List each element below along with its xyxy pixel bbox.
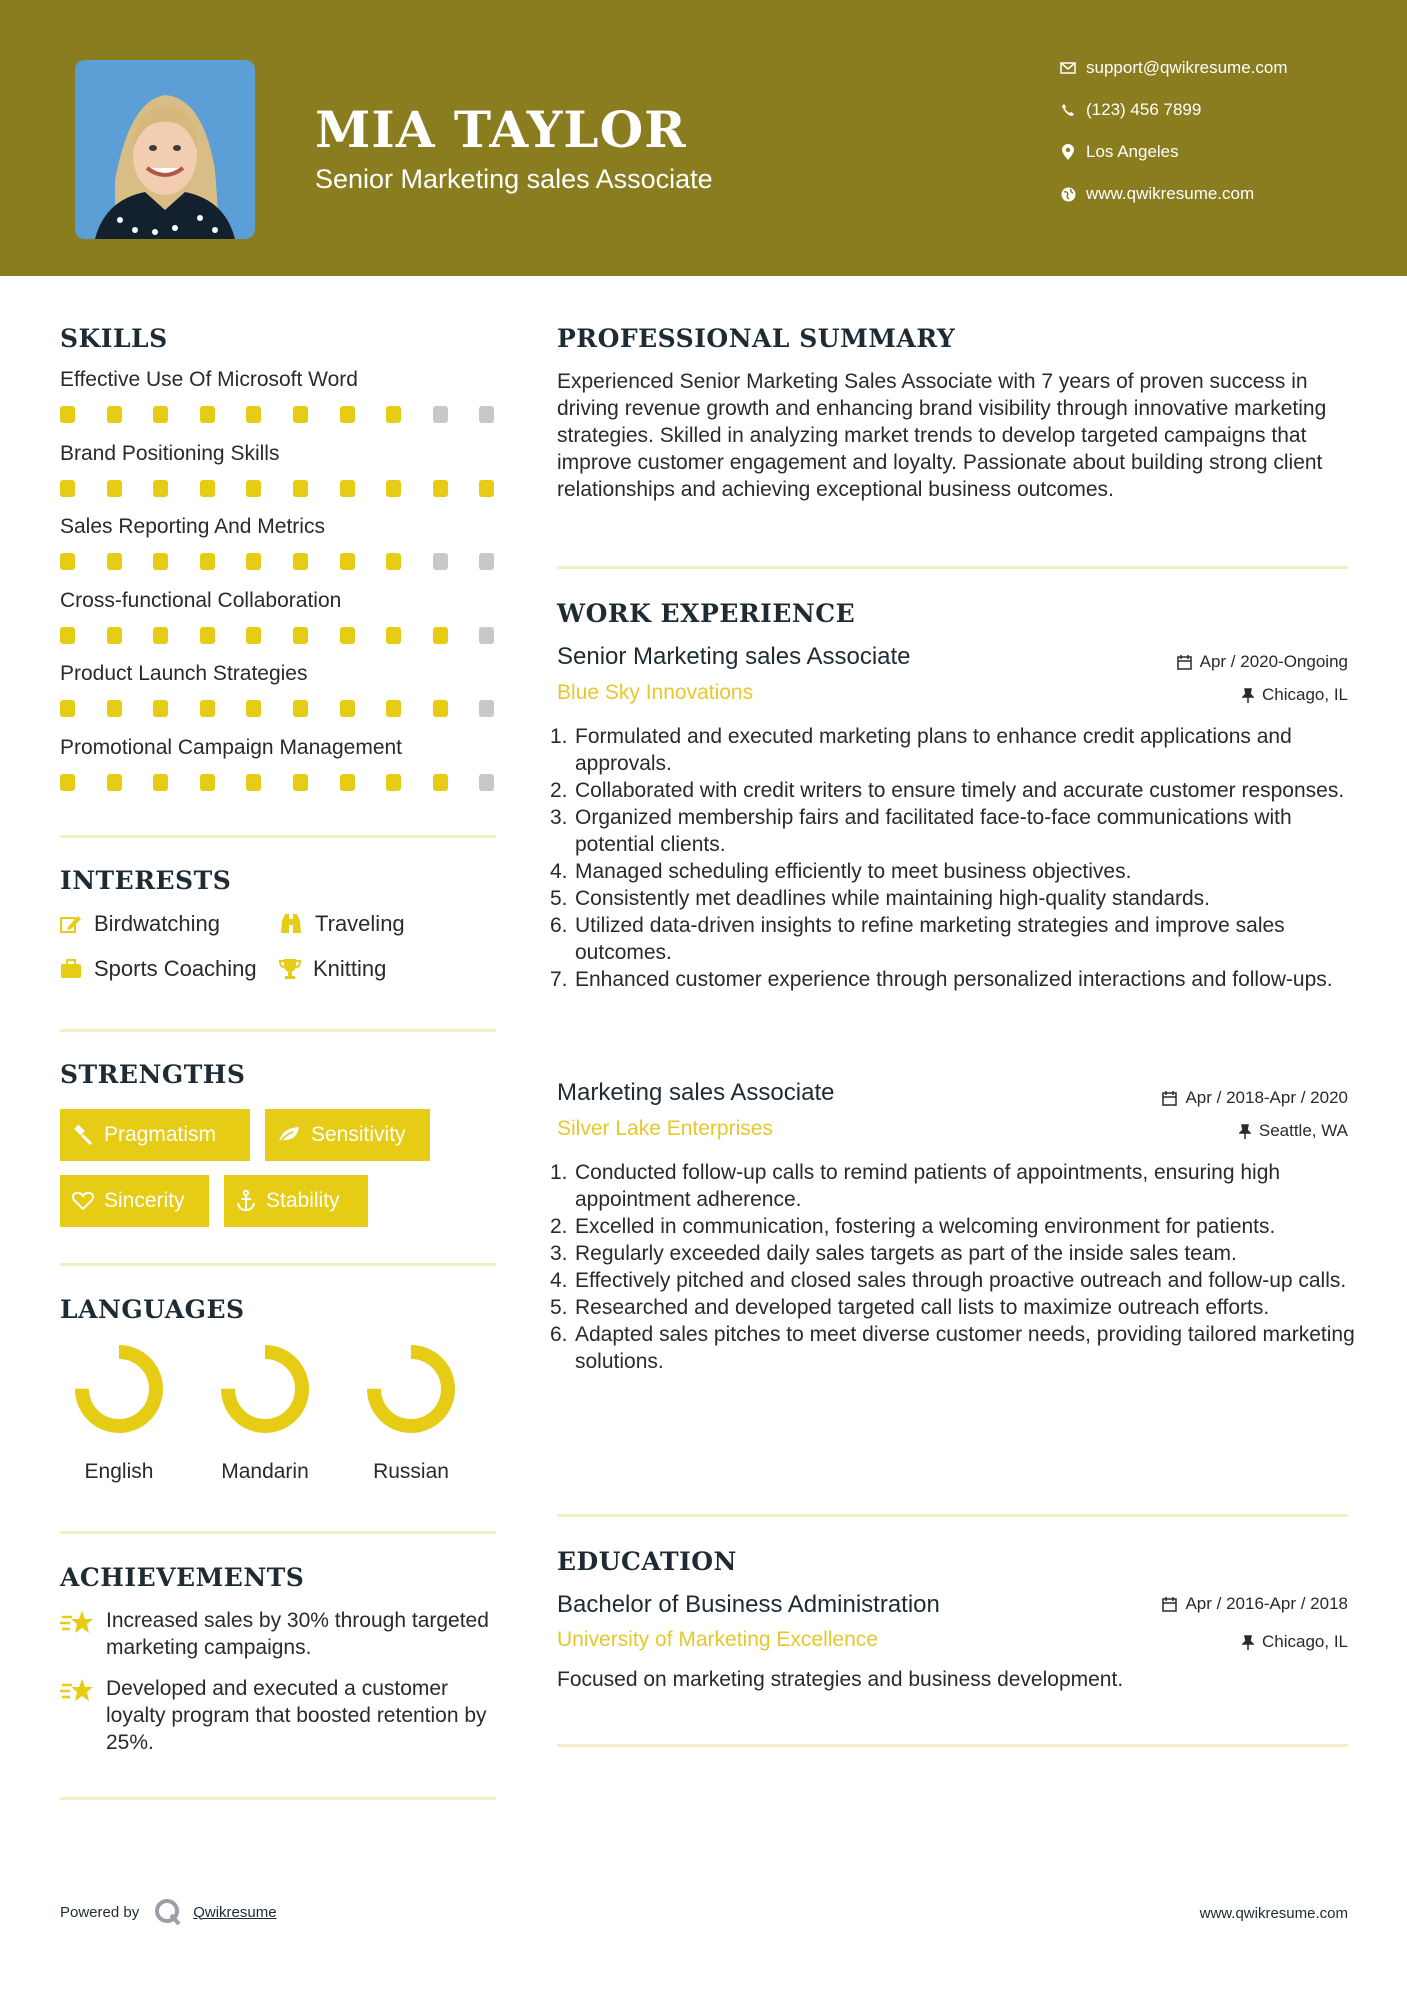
rating-dot: [153, 774, 168, 791]
achievement-item: Developed and executed a customer loyalty program that boosted retention by 25%.: [60, 1675, 500, 1756]
globe-icon: [1050, 187, 1086, 202]
briefcase-icon: [60, 959, 82, 979]
strength-badge: Sincerity: [60, 1175, 209, 1227]
job-location: Seattle, WA: [1239, 1121, 1348, 1141]
rating-dot: [246, 406, 261, 423]
language-level-ring: [365, 1343, 457, 1435]
job-bullet: 5. Consistently met deadlines while maintaining high-quality standards.: [550, 887, 1211, 910]
job-bullets: [550, 1159, 1360, 1375]
footer-website[interactable]: www.qwikresume.com: [1199, 1905, 1348, 1922]
rating-dot: [153, 553, 168, 570]
calendar-icon: [1177, 655, 1192, 670]
job-bullet: 5. Researched and developed targeted call lists to maximize outreach efforts.: [550, 1296, 1270, 1319]
divider: [60, 1263, 496, 1266]
divider: [60, 1531, 496, 1534]
rating-dot: [479, 700, 494, 717]
rating-dot: [246, 774, 261, 791]
interests-title: INTERESTS: [60, 866, 232, 895]
skill-rating: [60, 553, 526, 570]
phone-icon: [1050, 103, 1086, 117]
rating-dot: [107, 627, 122, 644]
candidate-role: Senior Marketing sales Associate: [315, 164, 713, 194]
skill-rating: [60, 700, 526, 717]
language-name: Mandarin: [221, 1460, 309, 1483]
skill-name: Brand Positioning Skills: [60, 441, 280, 465]
company-name: Silver Lake Enterprises: [557, 1117, 773, 1140]
rating-dot: [246, 553, 261, 570]
skill-rating: [60, 627, 526, 644]
degree-title: Bachelor of Business Administration: [557, 1591, 940, 1618]
rating-dot: [433, 480, 448, 497]
rating-dot: [293, 774, 308, 791]
language-name: Russian: [373, 1460, 449, 1483]
rating-dot: [153, 406, 168, 423]
calendar-icon: [1162, 1597, 1177, 1612]
interest-item: Birdwatching: [60, 911, 220, 937]
job-location: Chicago, IL: [1242, 685, 1348, 705]
pin-icon: [1239, 1124, 1251, 1139]
language-level-arc: [374, 1352, 448, 1426]
rating-dot: [200, 406, 215, 423]
skill-name: Promotional Campaign Management: [60, 735, 403, 759]
star-icon: [60, 1609, 94, 1637]
rating-dot: [200, 700, 215, 717]
divider: [60, 835, 496, 838]
job-bullet: 4. Managed scheduling efficiently to meet business objectives.: [550, 860, 1132, 883]
rating-dot: [153, 700, 168, 717]
summary-text: Experienced Senior Marketing Sales Associate with 7 years of proven success in driving revenue growth and enhancing brand visibility through innovative marketing strategies. Skilled in analyzing market trends to develop targeted campaigns that improve customer engagement and loyalty. Passionate about building strong client relationships and achieving exceptional business outcomes.: [557, 370, 1327, 501]
pin-icon: [1242, 1635, 1254, 1650]
interest-item: Knitting: [279, 956, 386, 982]
pin-icon: [1242, 688, 1254, 703]
skill-rating: [60, 406, 526, 423]
rating-dot: [293, 700, 308, 717]
anchor-icon: [236, 1190, 256, 1212]
star-icon: [60, 1677, 94, 1705]
leaf-icon: [277, 1125, 301, 1145]
rating-dot: [479, 406, 494, 423]
rating-dot: [60, 700, 75, 717]
skill-rating: [60, 480, 526, 497]
achievements-title: ACHIEVEMENTS: [60, 1563, 305, 1592]
rating-dot: [60, 553, 75, 570]
rating-dot: [200, 553, 215, 570]
strength-badge: Pragmatism: [60, 1109, 250, 1161]
rating-dot: [107, 553, 122, 570]
rating-dot: [153, 627, 168, 644]
rating-dot: [386, 627, 401, 644]
skill-name: Sales Reporting And Metrics: [60, 515, 325, 538]
rating-dot: [153, 480, 168, 497]
job-bullet: 3. Organized membership fairs and facilitated face-to-face communications with potential clients.: [550, 806, 1292, 856]
rating-dot: [60, 406, 75, 423]
language-level-arc: [228, 1352, 302, 1426]
job-bullets: [550, 723, 1360, 993]
education-dates: Apr / 2016-Apr / 2018: [1162, 1594, 1348, 1614]
divider: [557, 1744, 1348, 1747]
job-dates: Apr / 2020-Ongoing: [1177, 652, 1348, 672]
qwikresume-link[interactable]: Qwikresume: [193, 1903, 277, 1921]
company-name: Blue Sky Innovations: [557, 681, 754, 704]
rating-dot: [246, 480, 261, 497]
job-bullet: 1. Conducted follow-up calls to remind patients of appointments, ensuring high appointment adherence.: [550, 1161, 1281, 1211]
rating-dot: [479, 553, 494, 570]
skill-name: Product Launch Strategies: [60, 662, 308, 685]
rating-dot: [107, 774, 122, 791]
gavel-icon: [72, 1124, 94, 1146]
job-bullet: 1. Formulated and executed marketing plans to enhance credit applications and approvals.: [550, 725, 1292, 775]
experience-title: WORK EXPERIENCE: [557, 599, 856, 628]
rating-dot: [386, 774, 401, 791]
job-bullet: 7. Enhanced customer experience through personalized interactions and follow-ups.: [550, 968, 1333, 991]
skill-rating: [60, 774, 526, 791]
divider: [557, 566, 1348, 569]
rating-dot: [433, 627, 448, 644]
rating-dot: [479, 480, 494, 497]
rating-dot: [60, 480, 75, 497]
language-name: English: [84, 1460, 154, 1483]
education-title: EDUCATION: [557, 1547, 737, 1576]
job-dates: Apr / 2018-Apr / 2020: [1162, 1088, 1348, 1108]
languages-title: LANGUAGES: [60, 1295, 245, 1324]
job-bullet: 6. Utilized data-driven insights to refine marketing strategies and improve sales outcomes.: [550, 914, 1285, 964]
skill-name: Effective Use Of Microsoft Word: [60, 368, 358, 391]
divider: [60, 1797, 496, 1800]
school-name: University of Marketing Excellence: [557, 1628, 878, 1651]
rating-dot: [107, 700, 122, 717]
interest-item: Traveling: [279, 911, 405, 937]
rating-dot: [246, 700, 261, 717]
rating-dot: [433, 700, 448, 717]
language-level-ring: [73, 1343, 165, 1435]
job-title: Senior Marketing sales Associate: [557, 643, 911, 670]
summary-title: PROFESSIONAL SUMMARY: [557, 324, 956, 353]
job-bullet: 3. Regularly exceeded daily sales targets as part of the inside sales team.: [550, 1242, 1237, 1265]
qwikresume-logo-icon: [153, 1897, 183, 1927]
contact-website[interactable]: www.qwikresume.com: [1050, 184, 1370, 204]
calendar-icon: [1162, 1091, 1177, 1106]
rating-dot: [386, 553, 401, 570]
rating-dot: [479, 774, 494, 791]
contact-location: Los Angeles: [1050, 142, 1370, 162]
candidate-name: MIA TAYLOR: [315, 100, 687, 159]
rating-dot: [200, 627, 215, 644]
rating-dot: [340, 700, 355, 717]
rating-dot: [60, 627, 75, 644]
rating-dot: [200, 480, 215, 497]
language-level-arc: [82, 1352, 156, 1426]
rating-dot: [386, 480, 401, 497]
rating-dot: [340, 553, 355, 570]
strength-badge: Stability: [224, 1175, 368, 1227]
heart-icon: [72, 1191, 94, 1211]
rating-dot: [340, 406, 355, 423]
pencil-icon: [60, 914, 82, 934]
skill-name: Cross-functional Collaboration: [60, 588, 342, 612]
binoculars-icon: [279, 913, 303, 935]
rating-dot: [200, 774, 215, 791]
rating-dot: [340, 627, 355, 644]
rating-dot: [433, 553, 448, 570]
strength-badge: Sensitivity: [265, 1109, 430, 1161]
strengths-title: STRENGTHS: [60, 1060, 246, 1089]
job-title: Marketing sales Associate: [557, 1079, 835, 1106]
contact-email[interactable]: support@qwikresume.com: [1050, 58, 1370, 78]
language-level-ring: [219, 1343, 311, 1435]
header: [0, 0, 1407, 276]
rating-dot: [386, 700, 401, 717]
map-marker-icon: [1050, 144, 1086, 160]
footer-powered-by: Powered by Qwikresume: [60, 1897, 277, 1927]
education-location: Chicago, IL: [1242, 1632, 1348, 1652]
achievement-item: Increased sales by 30% through targeted marketing campaigns.: [60, 1607, 500, 1661]
contact-phone[interactable]: (123) 456 7899: [1050, 100, 1370, 120]
rating-dot: [433, 406, 448, 423]
rating-dot: [107, 406, 122, 423]
education-description: Focused on marketing strategies and business development.: [557, 1668, 1124, 1691]
rating-dot: [293, 480, 308, 497]
rating-dot: [60, 774, 75, 791]
job-bullet: 6. Adapted sales pitches to meet diverse customer needs, providing tailored marketing solutions.: [550, 1323, 1355, 1373]
rating-dot: [433, 774, 448, 791]
job-bullet: 2. Excelled in communication, fostering a welcoming environment for patients.: [550, 1215, 1276, 1238]
rating-dot: [293, 553, 308, 570]
interest-item: Sports Coaching: [60, 956, 257, 982]
skills-title: SKILLS: [60, 324, 168, 353]
rating-dot: [246, 627, 261, 644]
trophy-icon: [279, 958, 301, 980]
profile-photo: [75, 60, 255, 239]
rating-dot: [293, 627, 308, 644]
divider: [557, 1514, 1348, 1517]
job-bullet: 4. Effectively pitched and closed sales through proactive outreach and follow-up calls.: [550, 1269, 1347, 1292]
envelope-icon: [1050, 62, 1086, 74]
rating-dot: [293, 406, 308, 423]
rating-dot: [340, 774, 355, 791]
rating-dot: [340, 480, 355, 497]
job-bullet: 2. Collaborated with credit writers to ensure timely and accurate customer responses.: [550, 779, 1345, 802]
rating-dot: [479, 627, 494, 644]
divider: [60, 1029, 496, 1032]
rating-dot: [386, 406, 401, 423]
rating-dot: [107, 480, 122, 497]
